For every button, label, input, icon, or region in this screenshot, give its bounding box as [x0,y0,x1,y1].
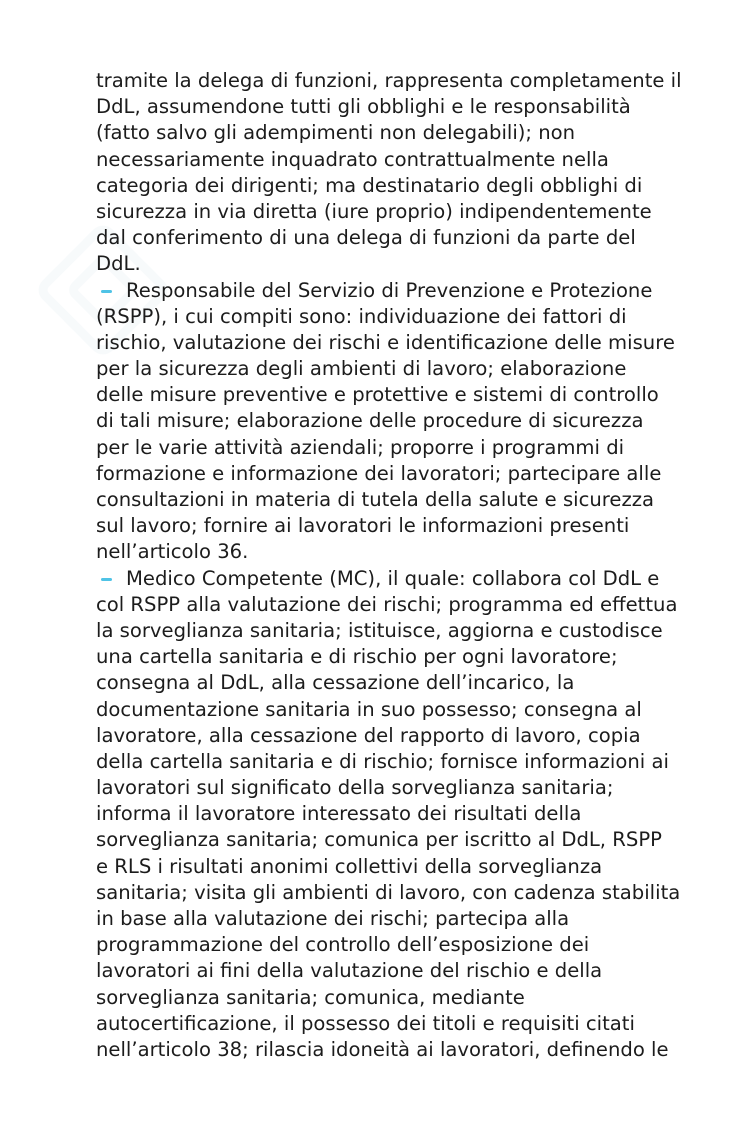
text-line: nell’articolo 38; rilascia idoneità ai lavoratori, definendo le [96,1037,669,1061]
text-line: (fatto salvo gli adempimenti non delegabili); non [96,121,576,145]
text-line: formazione e informazione dei lavoratori; partecipare alle [96,461,662,485]
text-line: programmazione del controllo dell’esposizione dei [96,933,590,957]
text-line: sul lavoro; fornire ai lavoratori le informazioni presenti [96,514,630,538]
text-line: Responsabile del Servizio di Prevenzione e Protezione [126,278,653,302]
text-line: di tali misure; elaborazione delle procedure di sicurezza [96,409,644,433]
text-line: dal conferimento di una delega di funzioni da parte del [96,226,636,250]
text-line: (RSPP), i cui compiti sono: individuazione dei fattori di [96,304,627,328]
text-line: consultazioni in materia di tutela della salute e sicurezza [96,488,655,511]
text-line: documentazione sanitaria in suo possesso; consegna al [96,697,642,721]
document-body [96,68,686,1063]
text-line: informa il lavoratore interessato dei risultati della [96,802,582,826]
text-line: DdL, assumendone tutti gli obblighi e le responsabilità [96,95,631,119]
text-line: sicurezza in via diretta (iure proprio) indipendentemente [96,199,652,223]
text-line: categoria dei dirigenti; ma destinatario degli obblighi di [96,173,643,197]
text-line: rischio, valutazione dei rischi e identificazione delle misure [96,330,675,354]
text-line: autocertificazione, il possesso dei titoli e requisiti citati [96,1011,635,1035]
text-line: della cartella sanitaria e di rischio; fornisce informazioni ai [96,749,669,773]
text-line: col RSPP alla valutazione dei rischi; programma ed effettua [96,592,678,616]
text-line: sorveglianza sanitaria; comunica, mediante [96,985,525,1009]
text-line: lavoratori sul significato della sorveglianza sanitaria; [96,776,614,800]
text-line: e RLS i risultati anonimi collettivi della sorveglianza [96,854,603,878]
text-line: lavoratore, alla cessazione del rapporto di lavoro, copia [96,723,641,747]
text-line: per la sicurezza degli ambienti di lavoro; elaborazione [96,357,627,381]
text-line: sorveglianza sanitaria; comunica per iscritto al DdL, RSPP [96,828,662,852]
text-line: per le varie attività aziendali; proporre i programmi di [96,435,625,459]
text-line: consegna al DdL, alla cessazione dell’incarico, la [96,671,575,695]
text-line: DdL. [96,252,141,276]
text-line: la sorveglianza sanitaria; istituisce, aggiorna e custodisce [96,618,663,642]
text-line: sanitaria; visita gli ambienti di lavoro, con cadenza stabilita [96,880,681,904]
text-line: tramite la delega di funzioni, rappresenta completamente il [96,69,682,92]
text-line: una cartella sanitaria e di rischio per ogni lavoratore; [96,645,618,669]
text-line: lavoratori ai fini della valutazione del rischio e della [96,959,603,983]
text-line: nell’articolo 36. [96,540,249,564]
list-item-mc [96,566,686,1064]
list-item-rspp [96,278,686,566]
text-line: delle misure preventive e protettive e sistemi di controllo [96,383,659,407]
text-line: in base alla valutazione dei rischi; partecipa alla [96,907,570,930]
text-line: Medico Competente (MC), il quale: collabora col DdL e [126,566,660,590]
intro-paragraph [96,68,686,278]
text-line: necessariamente inquadrato contrattualmente nella [96,147,609,171]
